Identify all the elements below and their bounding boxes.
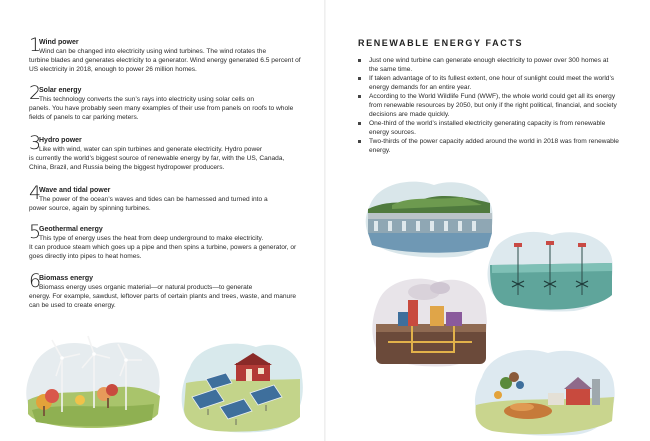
energy-number: 2: [29, 82, 42, 104]
fact-item: [357, 120, 619, 137]
energy-text: turbine blades and generates electricity to a generator. Wind energy generated 6.5 percent of US electricity in 2018, enough to power 26 million homes.: [29, 57, 301, 74]
energy-title: Hydro power: [39, 137, 82, 144]
hydro-dam-illustration: [362, 175, 496, 259]
energy-item-biomass: [29, 270, 301, 311]
energy-item-hydro: [29, 132, 301, 173]
energy-text-line1: This type of energy uses the heat from deep underground to make electricity.: [39, 235, 264, 242]
solar-field-illustration: [176, 337, 306, 435]
facts-list: [357, 57, 619, 157]
energy-number: 1: [29, 34, 42, 56]
page-gutter: [324, 0, 326, 441]
energy-number: 5: [29, 221, 42, 243]
energy-text: It can produce steam which goes up a pipe and then spins a turbine, powers a generator, or goes directly into pipes to heat homes.: [29, 244, 297, 261]
energy-text-line1: This technology converts the sun’s rays into electricity using solar cells on: [39, 96, 255, 103]
energy-text: panels. You have probably seen many examples of their use from panels on roofs to whole fields of panels to car parking meters.: [29, 105, 294, 122]
fact-item: [357, 93, 619, 119]
energy-title: Biomass energy: [39, 275, 94, 282]
energy-text: power source, again by spinning turbines.: [29, 205, 151, 213]
energy-title: Wave and tidal power: [39, 187, 111, 194]
energy-item-solar: [29, 82, 301, 123]
facts-heading: RENEWABLE ENERGY FACTS: [358, 38, 524, 48]
energy-number: 4: [29, 182, 42, 204]
bullet-icon: [358, 59, 361, 62]
energy-number: 6: [29, 270, 42, 292]
energy-title: Solar energy: [39, 87, 82, 94]
energy-item-geothermal: [29, 221, 301, 262]
energy-text-line1: The power of the ocean’s waves and tides can be harnessed and turned into a: [39, 196, 268, 203]
fact-item: [357, 75, 619, 92]
energy-number: 3: [29, 132, 42, 154]
fact-item: [357, 57, 619, 74]
biomass-farm-illustration: [468, 343, 618, 437]
bullet-icon: [358, 95, 361, 98]
energy-title: Geothermal energy: [39, 226, 103, 233]
fact-text: According to the World Wildlife Fund (WWF), the whole world could get all its energy from renewable resources by 2050, but only if the right political, financial, and society decisions are made quickly.: [369, 93, 617, 118]
fact-text: Two-thirds of the power capacity added around the world in 2018 was from renewable energy.: [369, 138, 619, 154]
energy-text: energy. For example, sawdust, leftover parts of certain plants and trees, waste, and manure can be used to create energy.: [29, 293, 297, 310]
tidal-turbines-illustration: [484, 225, 618, 313]
fact-item: [357, 138, 619, 155]
bullet-icon: [358, 77, 361, 80]
energy-title: Wind power: [39, 39, 79, 46]
energy-text-line1: Biomass energy uses organic material—or natural products—to generate: [39, 284, 253, 291]
energy-item-wind: [29, 34, 301, 75]
energy-text-line1: Like with wind, water can spin turbines and generate electricity. Hydro power: [39, 146, 263, 153]
wind-farm-illustration: [22, 330, 164, 430]
fact-text: If taken advantage of to its fullest extent, one hour of sunlight could meet the world’s energy demands for an entire year.: [369, 75, 615, 91]
energy-item-wave: [29, 182, 301, 213]
bullet-icon: [358, 122, 361, 125]
fact-text: One-third of the world’s installed electricity generating capacity is from renewable energy sources.: [369, 120, 606, 136]
energy-text: is currently the world’s biggest source of renewable energy by far, with the US, Canada, China, Brazil, and Russia being the biggest hydropower producers.: [29, 155, 285, 172]
fact-text: Just one wind turbine can generate enough electricity to power over 300 homes at the same time.: [369, 57, 609, 73]
bullet-icon: [358, 140, 361, 143]
energy-text-line1: Wind can be changed into electricity using wind turbines. The wind rotates the: [39, 48, 267, 55]
